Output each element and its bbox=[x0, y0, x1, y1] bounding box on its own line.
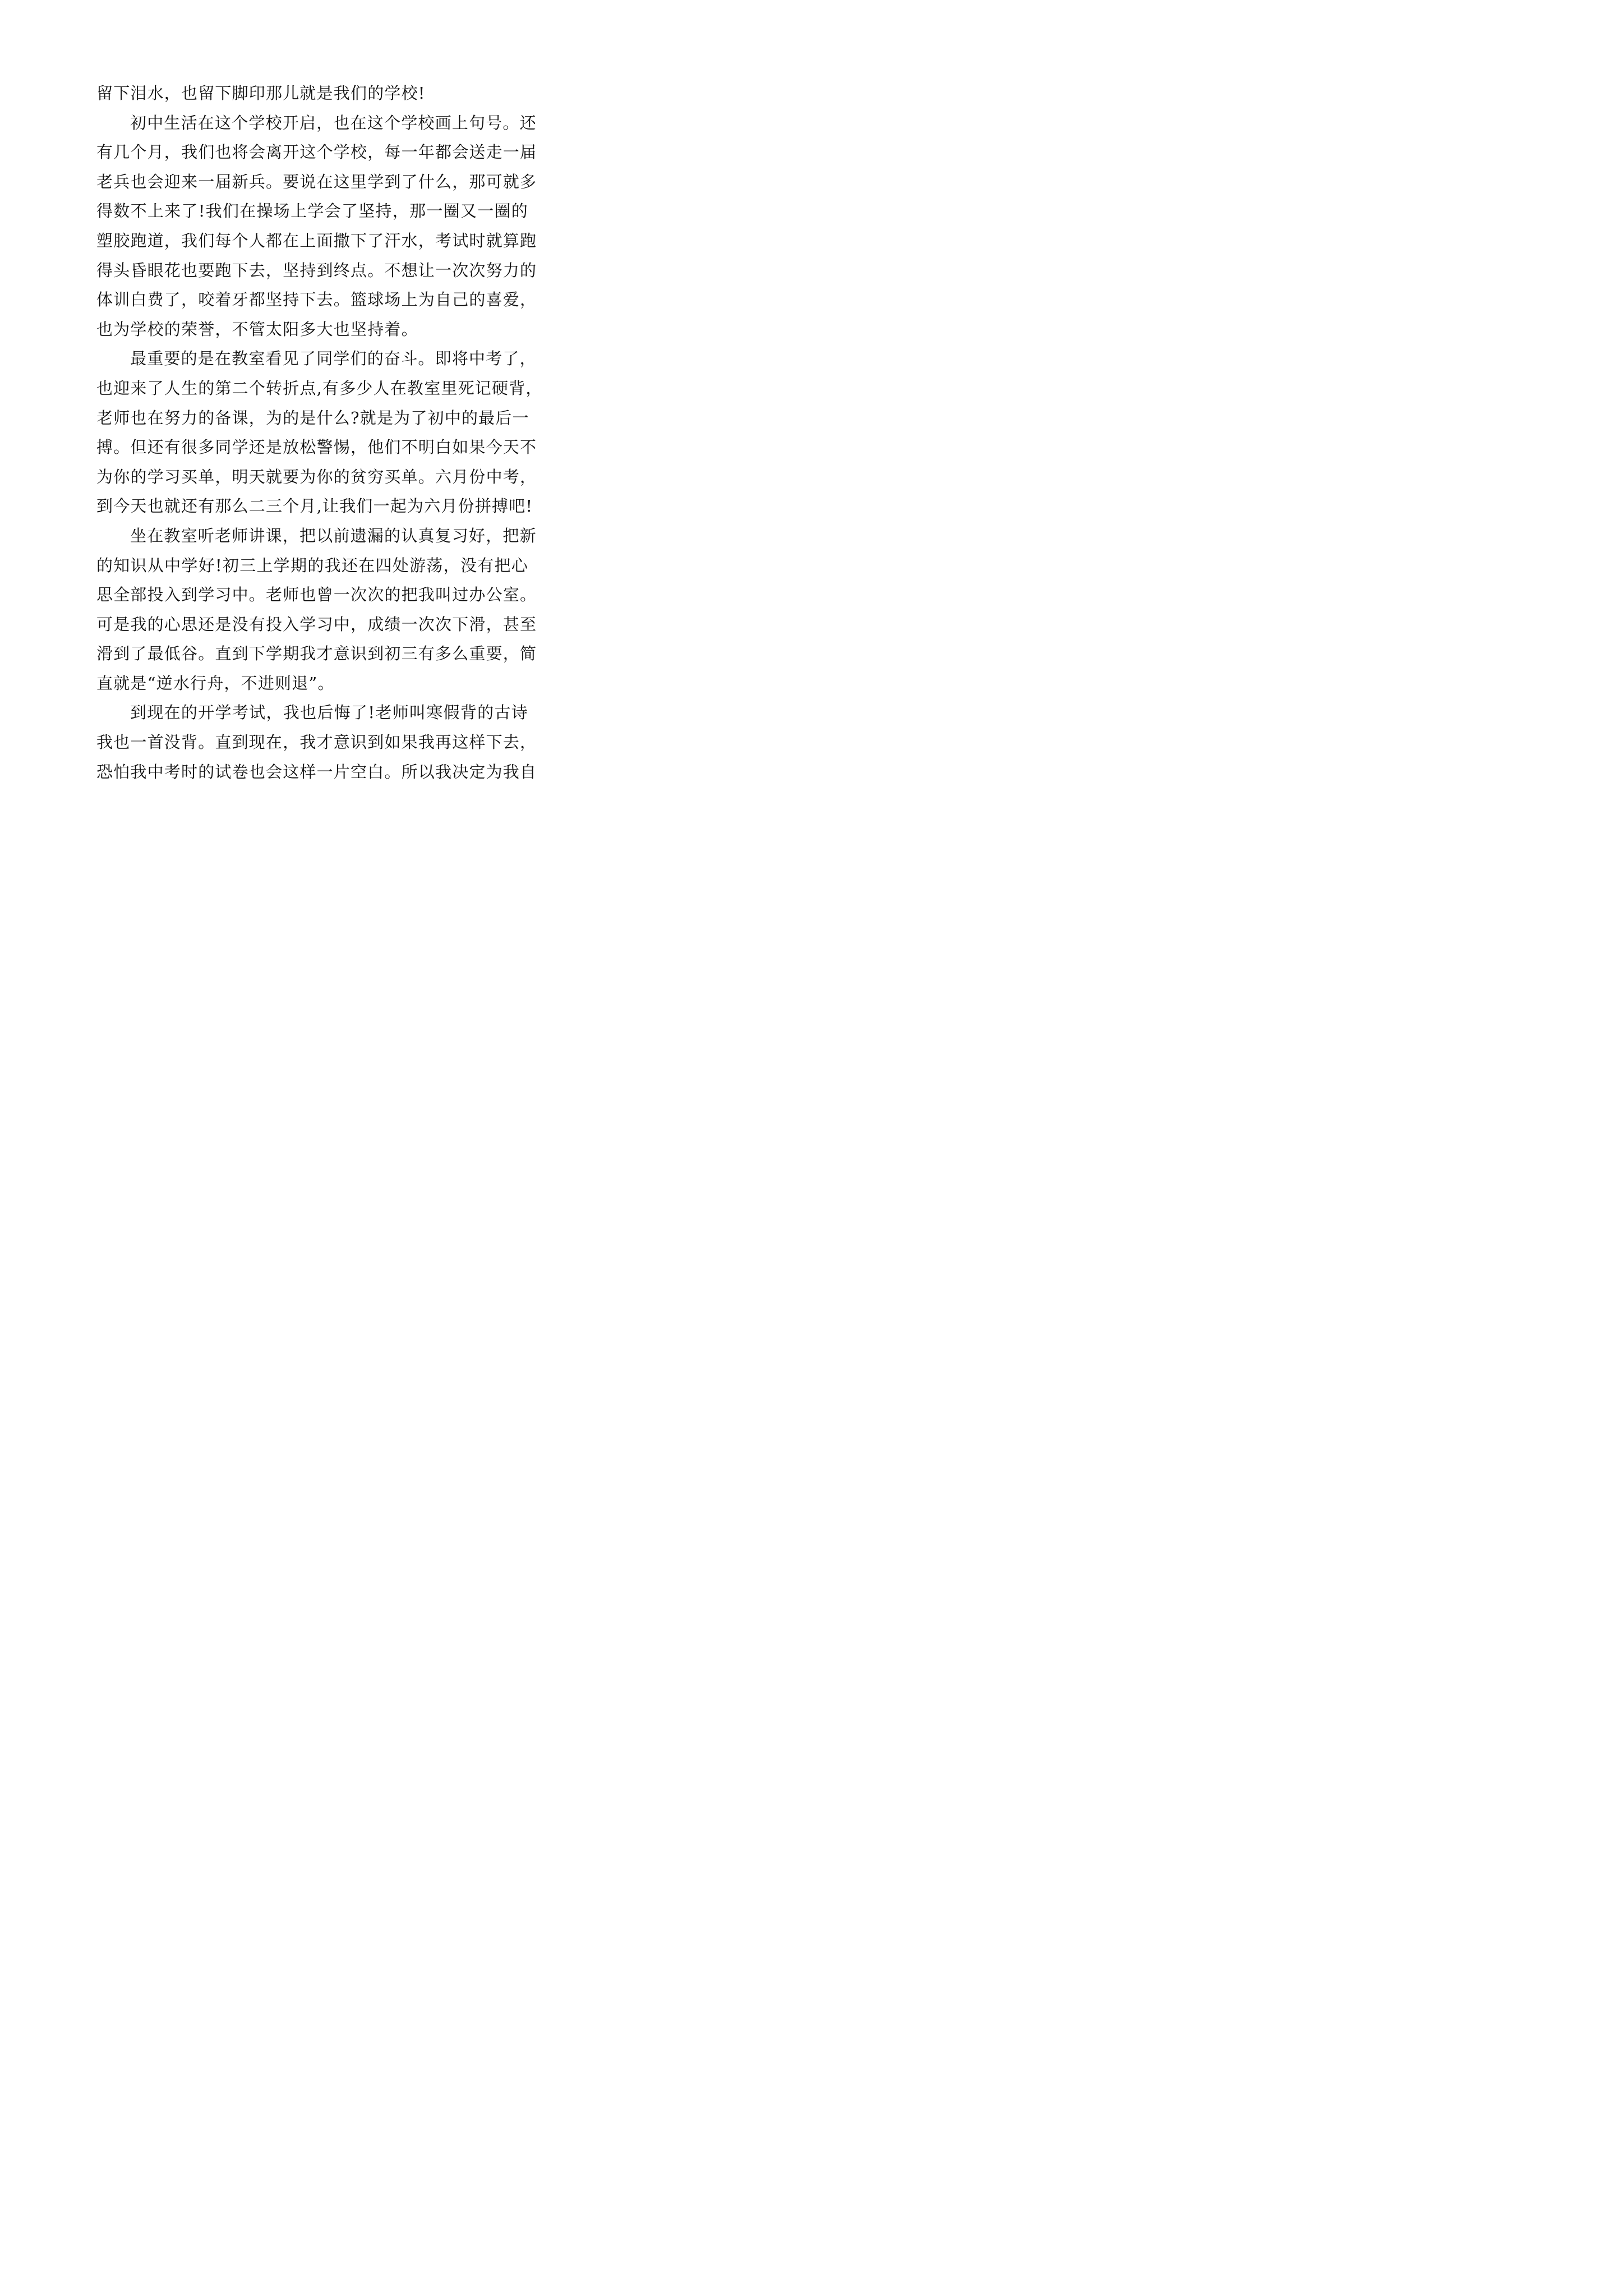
text-line: 体训白费了，咬着牙都坚持下去。篮球场上为自己的喜爱， bbox=[96, 290, 537, 310]
text-line: 留下泪水，也留下脚印那儿就是我们的学校! bbox=[96, 84, 426, 103]
text-line: 初中生活在这个学校开启，也在这个学校画上句号。还 bbox=[130, 113, 537, 132]
text-line: 最重要的是在教室看见了同学们的奋斗。即将中考了， bbox=[130, 349, 537, 369]
text-line: 可是我的心思还是没有投入学习中，成绩一次次下滑，甚至 bbox=[96, 614, 537, 634]
text-line: 老兵也会迎来一届新兵。要说在这里学到了什么，那可就多 bbox=[96, 172, 537, 191]
text-line: 塑胶跑道，我们每个人都在上面撒下了汗水，考试时就算跑 bbox=[96, 231, 537, 250]
text-line: 我也一首没背。直到现在，我才意识到如果我再这样下去， bbox=[96, 733, 537, 752]
text-line: 坐在教室听老师讲课，把以前遗漏的认真复习好，把新 bbox=[130, 526, 537, 545]
text-line: 到现在的开学考试，我也后悔了!老师叫寒假背的古诗 bbox=[130, 703, 528, 723]
text-line: 直就是“逆水行舟，不进则退”。 bbox=[96, 673, 335, 693]
text-line: 老师也在努力的备课，为的是什么?就是为了初中的最后一 bbox=[96, 408, 529, 427]
text-line: 思全部投入到学习中。老师也曾一次次的把我叫过办公室。 bbox=[96, 585, 537, 605]
text-line: 恐怕我中考时的试卷也会这样一片空白。所以我决定为我自 bbox=[96, 762, 537, 781]
text-line: 滑到了最低谷。直到下学期我才意识到初三有多么重要，简 bbox=[96, 644, 537, 664]
document-body bbox=[96, 79, 543, 786]
text-line: 也迎来了人生的第二个转折点,有多少人在教室里死记硬背， bbox=[96, 378, 543, 398]
text-line: 也为学校的荣誉，不管太阳多大也坚持着。 bbox=[96, 319, 418, 339]
text-line: 到今天也就还有那么二三个月,让我们一起为六月份拼搏吧! bbox=[96, 496, 533, 516]
text-line: 为你的学习买单，明天就要为你的贫穷买单。六月份中考， bbox=[96, 467, 537, 486]
text-line: 得数不上来了!我们在操场上学会了坚持，那一圈又一圈的 bbox=[96, 201, 528, 221]
text-line: 的知识从中学好!初三上学期的我还在四处游荡，没有把心 bbox=[96, 555, 528, 575]
text-line: 得头昏眼花也要跑下去，坚持到终点。不想让一次次努力的 bbox=[96, 260, 537, 280]
text-line: 有几个月，我们也将会离开这个学校，每一年都会送走一届 bbox=[96, 142, 537, 162]
text-line: 搏。但还有很多同学还是放松警惕，他们不明白如果今天不 bbox=[96, 438, 537, 457]
document-page bbox=[0, 0, 619, 875]
